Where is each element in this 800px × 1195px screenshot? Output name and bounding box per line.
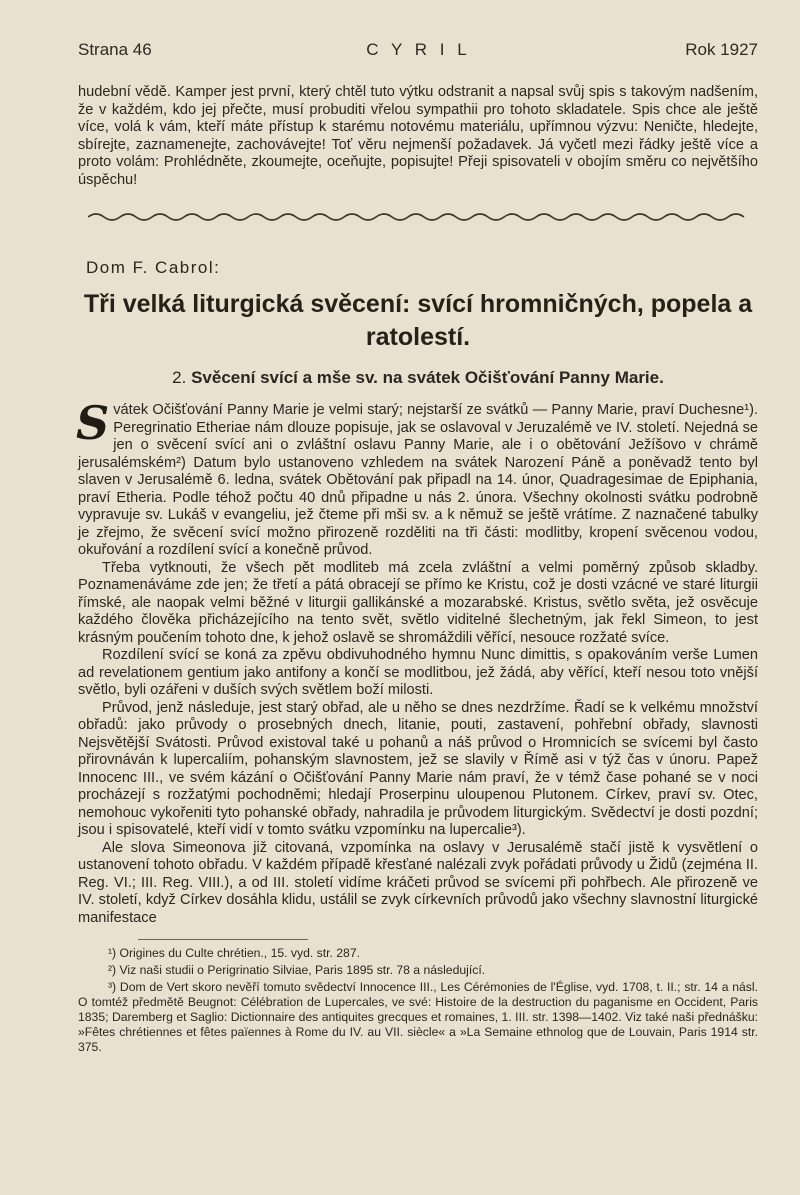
paragraph-1-text: vátek Očišťování Panny Marie je velmi starý; nejstarší ze svátků — Panny Marie, praví Duchesne¹). Peregrinatio Etheriae nám dlouze popisuje, jak se oslavoval v Jeruzalémě ve IV. století. Nejedná se jen o svěcení svící ani o zvláštní oslavu Panny Marie, ale i o obětování Ježíšovo v chrámě jerusalémském²) Datum bylo ustanoveno vzhledem na svátek Narození Páně a poněvadž tento byl slaven v Jerusalémě 6. ledna, svátek Obětování pak připadl na 14. únor, Quadragesimae de Epiphania, praví Etheria. Podle téhož počtu 40 dnů připadne u nás 2. února. Všechny okolnosti svátku podrobně vypravuje sv. Lukáš v evangeliu, jež čteme při mši sv. a k němuž se ještě vrátíme. Z naznačené tabulky je zřejmo, že svěcení svící možno přirozeně rozděliti na tři části: modlitby, kropení svěcenou vodou, okuřování a rozdílení svící a konečně průvod. bbox=[78, 402, 758, 558]
footnote-1: ¹) Origines du Culte chrétien., 15. vyd. str. 287. bbox=[108, 946, 360, 960]
ornamental-divider bbox=[88, 209, 758, 223]
article-title: Tři velká liturgická svěcení: svící hromničných, popela a ratolestí. bbox=[83, 290, 753, 351]
article-paragraph-2: Třeba vytknouti, že všech pět modliteb má zcela zvláštní a velmi poměrný způsob skladby. Poznamenáváme zde jen; že třetí a pátá obracejí se přímo ke Kristu, což je dosti vzácné ve staré liturgii římské, ale naopak velmi běžné v liturgii gallikánské a mozarabské. Kristus, světlo světa, jež osvěcuje každého člověka přicházejícího na tento svět, světlo viditelné šlechetným, jak řekl Simeon, to jest krásným poučením tohoto dne, k jehož oslavě se shromáždili věřící, nesouce rozžaté svíce. bbox=[78, 559, 758, 646]
article-paragraph-4: Průvod, jenž následuje, jest starý obřad, ale u něho se dnes nezdržíme. Řadí se k velkému množství obřadů: jako průvody o prosebných dnech, litanie, pouti, zastavení, pohřební obřady, slavnosti Nejsvětější Svátosti. Průvod existoval také u pohanů a náš průvod o Hromnicích se svícemi byl často přirovnáván k lupercaliím, pohanským slavnostem, jež se slavily v Římě asi v týž čas v únoru. Papež Innocenc III., ve svém kázání o Očišťování Panny Marie nám praví, že v témž čase pohané se v noci procházejí s rozžatými pochodněmi; hledají Proserpinu uloupenou Plutonem. Církev, praví sv. Otec, nemohouc vykořeniti tyto pohanské obřady, nahradila je průvodem liturgickým. Svědectví je dosti pozdní; jsou i spisovatelé, kteří vidí v tomto svátku vzpomínku na lupercalie³). bbox=[78, 699, 758, 838]
footnote-3: ³) Dom de Vert skoro nevěří tomuto svědectví Innocence III., Les Cérémonies de l'Église, vyd. 1708, t. II.; str. 14 a násl. O tomtéž předmětě Beugnot: Célébration de Lupercales, ve své: Histoire de la destruction du paganisme en Occident, Paris 1835; Daremberg et Saglio: Dictionnaire des antiquites grecques et romaines, 1. III. str. 1398—1402. Viz také naši přednášku: »Fêtes chrétiennes et fêtes païennes à Rome du IV. au VII. siècle« a »La Semaine ethnolog que de Louvain, Paris 1914 str. 375. bbox=[78, 980, 758, 1054]
article-paragraph-1 bbox=[76, 396, 758, 560]
article-subtitle bbox=[78, 368, 758, 388]
journal-title: C Y R I L bbox=[366, 40, 471, 59]
year-label: Rok 1927 bbox=[685, 40, 758, 59]
drop-cap: S bbox=[76, 396, 110, 450]
subtitle-number: 2. bbox=[172, 368, 187, 387]
intro-section bbox=[78, 84, 758, 189]
page-header bbox=[78, 40, 758, 60]
intro-paragraph: hudební vědě. Kamper jest první, který chtěl tuto výtku odstranit a napsal svůj spis s takovým nadšením, že v každém, kdo jej přečte, musí probuditi vřelou sympathii pro tohoto skladatele. Spis chce ale ještě více, volá k vám, kteří máte přístup k starému notovému materiálu, upřímnou výzvu: Neničte, hledejte, sbírejte, zaznamenejte, zachovávejte! Toť věru nejmenší požadavek. Já vyčetl mezi řádky ještě více a proto volám: Prohlédněte, zkoumejte, oceňujte, popisujte! Přeji spisovateli v obojím směru co největšího úspěchu! bbox=[78, 84, 758, 188]
article-body bbox=[76, 396, 758, 927]
page-number: Strana 46 bbox=[78, 40, 152, 59]
footnotes bbox=[78, 946, 758, 1055]
article-paragraph-3: Rozdílení svící se koná za zpěvu obdivuhodného hymnu Nunc dimittis, s opakováním verše Lumen ad revelationem gentium jako antifony a končí se modlitbou, jež žádá, aby věřící, kteří nesou toto vnější světlo, byli ozářeni v duších svých světlem boží milosti. bbox=[78, 647, 758, 698]
footnote-rule bbox=[138, 939, 308, 940]
footnote-2: ²) Viz naši studii o Perigrinatio Silviae, Paris 1895 str. 78 a následující. bbox=[108, 963, 486, 977]
subtitle-text: Svěcení svící a mše sv. na svátek Očišťování Panny Marie. bbox=[191, 368, 664, 387]
article-author: Dom F. Cabrol: bbox=[86, 258, 221, 277]
article-paragraph-5: Ale slova Simeonova již citovaná, vzpomínka na oslavy v Jerusalémě stačí jistě k vysvětlení o ustanovení tohoto obřadu. V každém případě křesťané nalézali zvyk pořádati průvody u Židů (zejména II. Reg. VI.; III. Reg. VIII.), a od III. století vidíme kráčeti průvod se svícemi při pohřbech. Ale přirozeně ve IV. století, když Církev dosáhla klidu, ustálil se zvyk církevních průvodů jako všechny slavnostní liturgické manifestace bbox=[78, 839, 758, 926]
